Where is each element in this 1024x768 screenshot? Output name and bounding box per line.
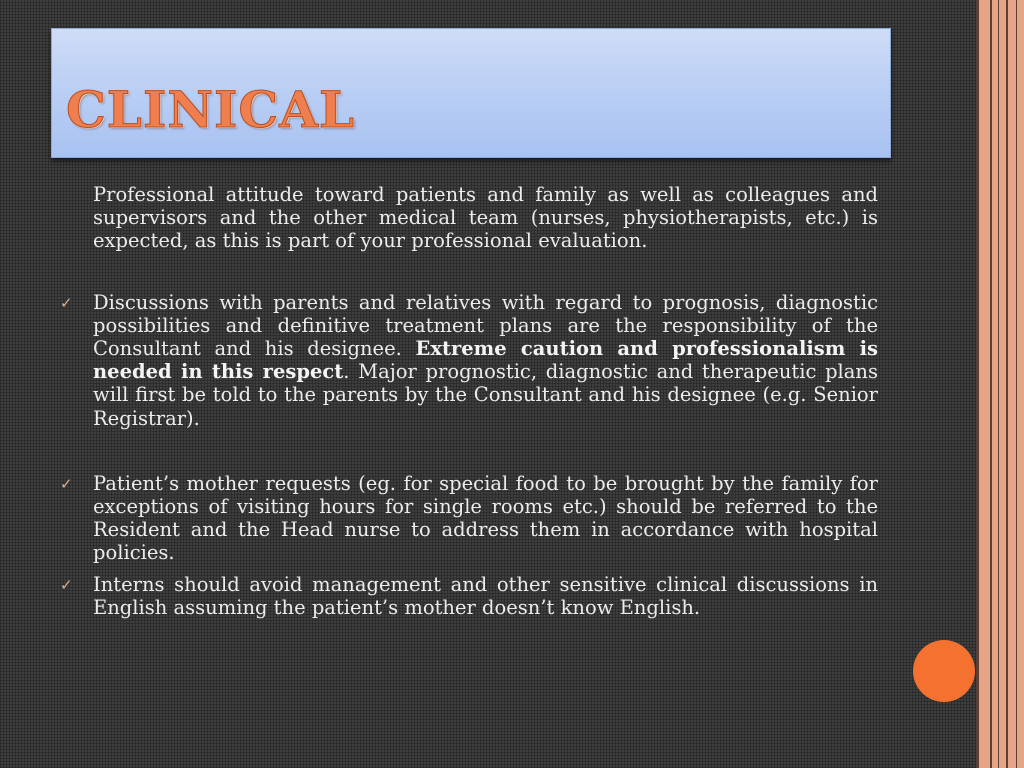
slide-title: CLINICAL [66,80,356,139]
intro-paragraph-text: Professional attitude toward patients and family as well as colleagues and supervisors and the other medical team (nurses, physiotherapists, etc.) is expected, as this is part of your professional evaluation. [93,183,878,253]
decorative-stripes [976,0,1024,768]
spacer [60,565,878,573]
bullet-item [60,472,878,565]
stripe [998,0,999,768]
bullet-item [60,291,878,430]
bullet-text: Patient’s mother requests (eg. for special food to be brought by the family for exceptions of visiting hours for single rooms etc.) should be referred to the Resident and the Head nurse to address them in accordance with hospital policies. [93,471,878,565]
check-icon: ✓ [60,575,73,594]
bullet-text: Interns should avoid management and other sensitive clinical discussions in English assuming the patient’s mother doesn’t know English. [93,572,878,619]
stripe [1006,0,1008,768]
bullet-bold-text: Extreme caution and professionalism is needed in this respect [93,337,879,384]
intro-paragraph [60,183,878,253]
title-banner [51,28,891,158]
slide-body [60,183,878,619]
accent-circle [913,640,975,702]
stripe [990,0,992,768]
check-icon: ✓ [60,293,73,312]
stripe [1016,0,1017,768]
bullet-text-after: . Major prognostic, diagnostic and therapeutic plans will first be told to the parents by the Consultant and his designee (e.g. Senior Registrar). [93,360,878,430]
spacer [60,430,878,472]
stripe [976,0,979,768]
bullet-text: Discussions with parents and relatives with regard to prognosis, diagnostic possibilities and definitive treatment plans are the responsibility of the Consultant and his designee. [93,290,878,361]
bullet-item [60,573,878,619]
spacer [60,253,878,291]
check-icon: ✓ [60,474,73,493]
